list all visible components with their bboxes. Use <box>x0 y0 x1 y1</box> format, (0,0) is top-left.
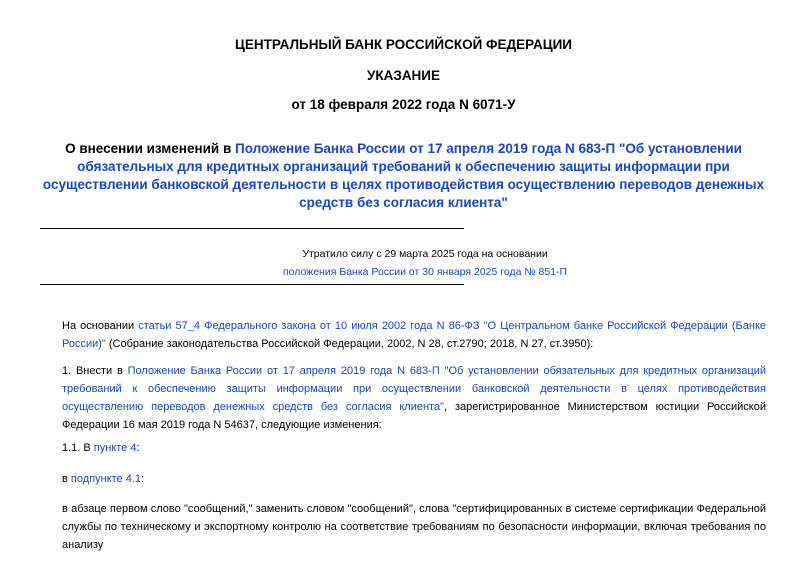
organization-heading: ЦЕНТРАЛЬНЫЙ БАНК РОССИЙСКОЙ ФЕДЕРАЦИИ <box>234 37 573 52</box>
item-1-1-suffix: : <box>136 442 140 454</box>
notice-bottom-divider <box>40 284 464 285</box>
item-1-prefix: 1. Внести в <box>62 365 128 377</box>
regulation-683p-link[interactable]: Положение Банка России от 17 апреля 2019 года N 683-П "Об установлении обязательных для кредитных организаций требований к обеспечению защиты информации при осуществлении банковской деятельности в целях противодействия осуществлению переводов денежных средств без согласия клиента" <box>62 365 766 413</box>
document-date-number: от 18 февраля 2022 года N 6071-У <box>291 97 516 112</box>
paragraph-item-1 <box>40 362 766 434</box>
clause-4-link[interactable]: пункте 4 <box>93 442 137 454</box>
repeal-notice-link[interactable]: положения Банка России от 30 января 2025 года № 851-П <box>282 266 568 278</box>
repeal-notice-text: Утратило силу с 29 марта 2025 года на основании <box>302 248 548 260</box>
title-regulation-link[interactable]: Положение Банка России от 17 апреля 2019 года N 683-П "Об установлении обязательных для кредитных организаций требований к обеспечению защиты информации при осуществлении банковской деятельности в целях противодействия осуществлению переводов денежных средств без согласия клиента" <box>42 141 765 210</box>
document-title <box>40 140 767 212</box>
title-prefix: О внесении изменений в <box>65 141 236 156</box>
document-type-heading: УКАЗАНИЕ <box>366 68 441 83</box>
paragraph-item-1-1 <box>40 439 766 457</box>
basis-suffix: (Собрание законодательства Российской Федерации, 2002, N 28, ст.2790; 2018, N 27, ст.3950): <box>105 338 594 350</box>
federal-law-link[interactable]: статьи 57_4 Федерального закона от 10 июля 2002 года N 86-ФЗ "О Центральном банке Российской Федерации (Банке России)" <box>62 320 767 350</box>
item-1-suffix: , зарегистрированное Министерством юстиции Российской Федерации 16 мая 2019 года N 54637, следующие изменения: <box>62 401 766 431</box>
paragraph-amendment: в абзаце первом слово "сообщений," заменить словом "сообщений", слова "сертифицированных в системе сертификации Федеральной службы по техническому и экспортному контролю на соответствие требованиям по безопасности информации, включая требования по анализу <box>62 503 766 551</box>
notice-top-divider <box>40 228 464 229</box>
subclause-4-1-link[interactable]: подпункте 4.1 <box>70 473 142 485</box>
item-1-1-prefix: 1.1. В <box>62 442 94 454</box>
subclause-prefix: в <box>62 473 71 485</box>
basis-prefix: На основании <box>62 320 139 332</box>
repeal-notice <box>190 245 660 281</box>
paragraph-subclause <box>40 470 766 488</box>
subclause-suffix: : <box>141 473 145 485</box>
paragraph-basis <box>40 317 766 353</box>
